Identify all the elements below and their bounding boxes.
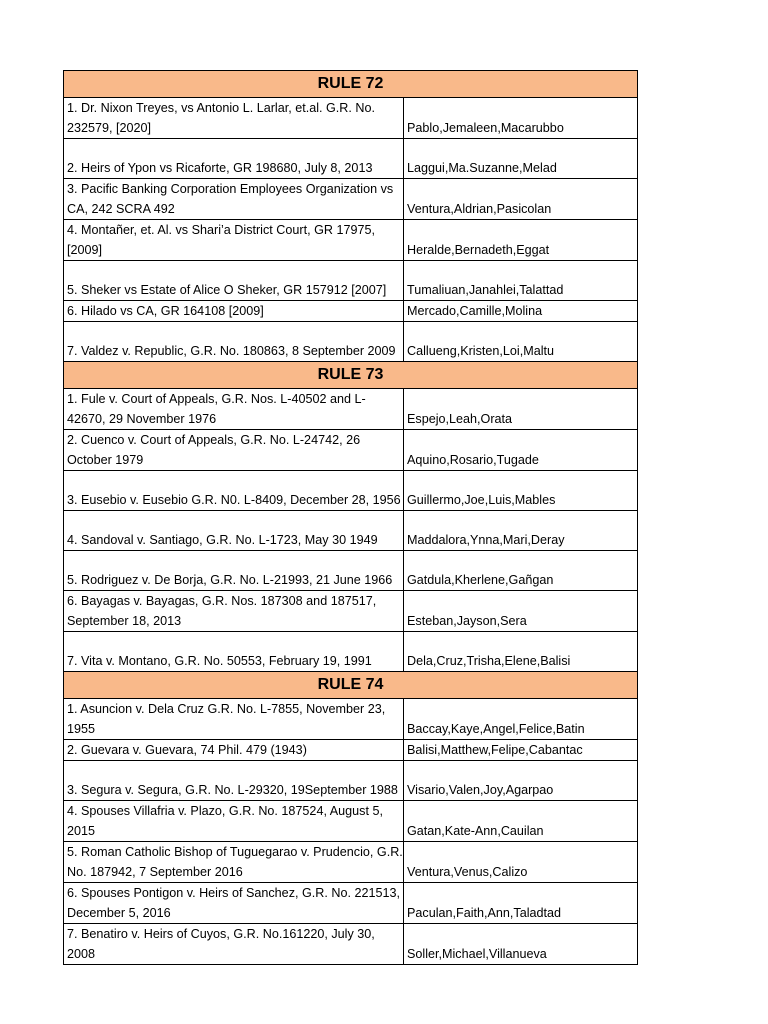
table-row	[64, 471, 638, 511]
assigned-students: Baccay,Kaye,Angel,Felice,Batin	[404, 699, 638, 740]
assigned-students: Balisi,Matthew,Felipe,Cabantac	[404, 740, 638, 761]
table-row	[64, 761, 638, 801]
table-row	[64, 801, 638, 842]
case-citation: 4. Sandoval v. Santiago, G.R. No. L-1723, May 30 1949	[64, 511, 404, 551]
table-row	[64, 322, 638, 362]
assignment-table	[63, 70, 638, 965]
case-citation: 6. Bayagas v. Bayagas, G.R. Nos. 187308 and 187517, September 18, 2013	[64, 591, 404, 632]
table-row	[64, 430, 638, 471]
case-citation: 1. Fule v. Court of Appeals, G.R. Nos. L-40502 and L-42670, 29 November 1976	[64, 389, 404, 430]
case-citation: 2. Guevara v. Guevara, 74 Phil. 479 (1943)	[64, 740, 404, 761]
assigned-students: Dela,Cruz,Trisha,Elene,Balisi	[404, 632, 638, 672]
table-row	[64, 883, 638, 924]
assigned-students: Maddalora,Ynna,Mari,Deray	[404, 511, 638, 551]
table-row	[64, 179, 638, 220]
case-citation: 5. Sheker vs Estate of Alice O Sheker, GR 157912 [2007]	[64, 261, 404, 301]
rule-title: RULE 72	[64, 71, 638, 98]
case-assignment-table	[63, 70, 637, 965]
table-row	[64, 740, 638, 761]
assigned-students: Soller,Michael,Villanueva	[404, 924, 638, 965]
assigned-students: Callueng,Kristen,Loi,Maltu	[404, 322, 638, 362]
table-row	[64, 632, 638, 672]
assigned-students: Guillermo,Joe,Luis,Mables	[404, 471, 638, 511]
table-row	[64, 139, 638, 179]
table-row	[64, 98, 638, 139]
case-citation: 2. Cuenco v. Court of Appeals, G.R. No. L-24742, 26 October 1979	[64, 430, 404, 471]
assigned-students: Esteban,Jayson,Sera	[404, 591, 638, 632]
assigned-students: Tumaliuan,Janahlei,Talattad	[404, 261, 638, 301]
table-row	[64, 699, 638, 740]
case-citation: 7. Valdez v. Republic, G.R. No. 180863, 8 September 2009	[64, 322, 404, 362]
case-citation: 6. Hilado vs CA, GR 164108 [2009]	[64, 301, 404, 322]
case-citation: 1. Asuncion v. Dela Cruz G.R. No. L-7855, November 23, 1955	[64, 699, 404, 740]
table-row	[64, 301, 638, 322]
assigned-students: Laggui,Ma.Suzanne,Melad	[404, 139, 638, 179]
table-row	[64, 551, 638, 591]
rule-header-row	[64, 362, 638, 389]
case-citation: 5. Rodriguez v. De Borja, G.R. No. L-21993, 21 June 1966	[64, 551, 404, 591]
assigned-students: Pablo,Jemaleen,Macarubbo	[404, 98, 638, 139]
case-citation: 4. Spouses Villafria v. Plazo, G.R. No. 187524, August 5, 2015	[64, 801, 404, 842]
rule-header-row	[64, 672, 638, 699]
case-citation: 7. Vita v. Montano, G.R. No. 50553, February 19, 1991	[64, 632, 404, 672]
case-citation: 3. Segura v. Segura, G.R. No. L-29320, 19September 1988	[64, 761, 404, 801]
case-citation: 3. Pacific Banking Corporation Employees Organization vs CA, 242 SCRA 492	[64, 179, 404, 220]
table-row	[64, 924, 638, 965]
case-citation: 6. Spouses Pontigon v. Heirs of Sanchez, G.R. No. 221513, December 5, 2016	[64, 883, 404, 924]
assigned-students: Ventura,Aldrian,Pasicolan	[404, 179, 638, 220]
table-row	[64, 261, 638, 301]
case-citation: 5. Roman Catholic Bishop of Tuguegarao v. Prudencio, G.R. No. 187942, 7 September 2016	[64, 842, 404, 883]
assigned-students: Aquino,Rosario,Tugade	[404, 430, 638, 471]
case-citation: 4. Montañer, et. Al. vs Shari’a District Court, GR 17975, [2009]	[64, 220, 404, 261]
assigned-students: Mercado,Camille,Molina	[404, 301, 638, 322]
table-row	[64, 511, 638, 551]
rule-header-row	[64, 71, 638, 98]
assigned-students: Gatdula,Kherlene,Gañgan	[404, 551, 638, 591]
assigned-students: Visario,Valen,Joy,Agarpao	[404, 761, 638, 801]
assigned-students: Paculan,Faith,Ann,Taladtad	[404, 883, 638, 924]
table-row	[64, 389, 638, 430]
table-body	[64, 71, 638, 965]
table-row	[64, 220, 638, 261]
table-row	[64, 842, 638, 883]
case-citation: 7. Benatiro v. Heirs of Cuyos, G.R. No.161220, July 30, 2008	[64, 924, 404, 965]
case-citation: 2. Heirs of Ypon vs Ricaforte, GR 198680, July 8, 2013	[64, 139, 404, 179]
rule-title: RULE 74	[64, 672, 638, 699]
assigned-students: Espejo,Leah,Orata	[404, 389, 638, 430]
assigned-students: Heralde,Bernadeth,Eggat	[404, 220, 638, 261]
assigned-students: Ventura,Venus,Calizo	[404, 842, 638, 883]
case-citation: 3. Eusebio v. Eusebio G.R. N0. L-8409, December 28, 1956	[64, 471, 404, 511]
rule-title: RULE 73	[64, 362, 638, 389]
case-citation: 1. Dr. Nixon Treyes, vs Antonio L. Larlar, et.al. G.R. No. 232579, [2020]	[64, 98, 404, 139]
table-row	[64, 591, 638, 632]
assigned-students: Gatan,Kate-Ann,Cauilan	[404, 801, 638, 842]
